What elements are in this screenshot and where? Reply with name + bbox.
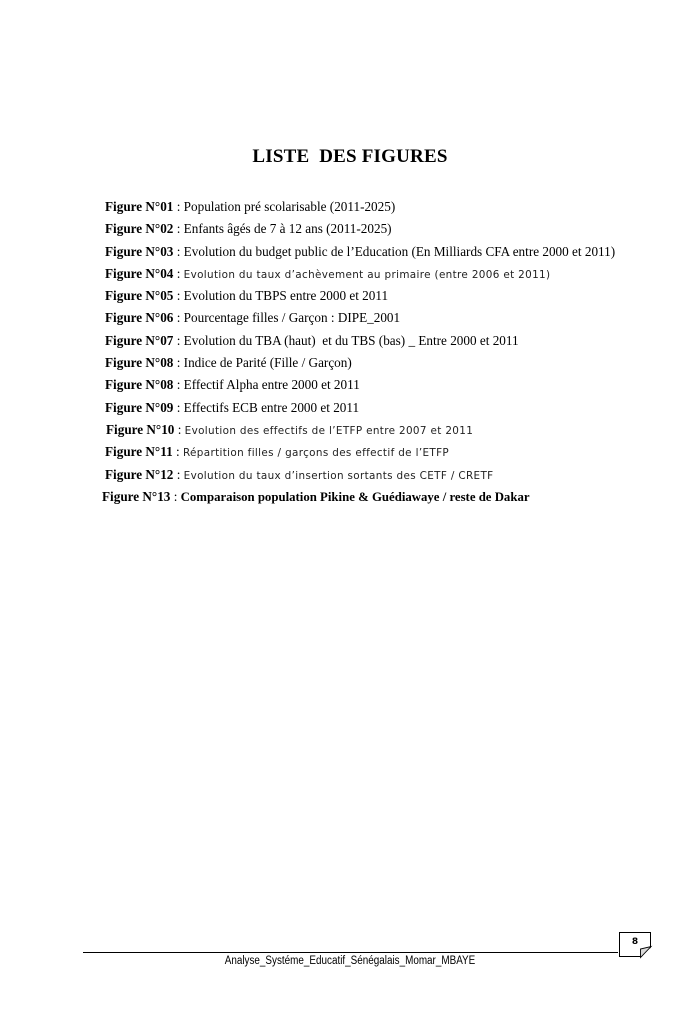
figure-text: Pourcentage filles / Garçon : DIPE_2001 <box>183 310 401 326</box>
figure-text: Evolution du taux d’achèvement au primaire (entre 2006 et 2011) <box>183 268 551 281</box>
figure-text: Population pré scolarisable (2011-2025) <box>183 199 396 214</box>
figure-text: Répartition filles / garçons des effectif de l’ETFP <box>182 447 450 460</box>
figure-separator: : <box>173 288 184 304</box>
figure-separator: : <box>173 466 184 482</box>
figure-separator: : <box>172 444 183 460</box>
figure-label: Figure N°04 <box>105 265 174 281</box>
page-title: LISTE DES FIGURES <box>252 146 448 167</box>
figure-label: Figure N°01 <box>105 199 174 214</box>
list-item <box>105 241 615 263</box>
list-item <box>105 374 615 396</box>
figure-text: Evolution des effectifs de l’ETFP entre 2007 et 2011 <box>184 424 474 437</box>
figure-text: Evolution du TBPS entre 2000 et 2011 <box>183 288 389 304</box>
figure-text: Indice de Parité (Fille / Garçon) <box>183 355 352 371</box>
figure-separator: : <box>173 377 184 393</box>
figure-label: Figure N°06 <box>105 310 174 326</box>
list-item <box>106 419 615 441</box>
list-item <box>105 307 615 329</box>
figure-list <box>102 196 616 508</box>
figure-text: Comparaison population Pikine & Guédiawaye / reste de Dakar <box>180 489 530 504</box>
figure-separator: : <box>170 488 181 504</box>
figure-text: Effectif Alpha entre 2000 et 2011 <box>183 377 360 393</box>
figure-label: Figure N°02 <box>105 221 174 237</box>
figure-separator: : <box>173 332 184 348</box>
list-item <box>105 441 615 463</box>
figure-separator: : <box>173 399 184 415</box>
figure-separator: : <box>173 221 184 237</box>
list-item <box>105 397 615 419</box>
figure-separator: : <box>173 310 184 326</box>
page-number: 8 <box>631 937 639 947</box>
figure-text: Evolution du budget public de l’Education (En Milliards CFA entre 2000 et 2011) <box>183 243 616 259</box>
list-item <box>105 263 615 285</box>
figure-separator: : <box>174 421 185 437</box>
figure-label: Figure N°05 <box>105 288 174 304</box>
list-item <box>105 464 615 486</box>
list-item <box>102 486 615 508</box>
figure-separator: : <box>173 355 184 371</box>
figure-text: Enfants âgés de 7 à 12 ans (2011-2025) <box>183 221 392 237</box>
figure-separator: : <box>173 199 184 214</box>
figure-label: Figure N°03 <box>105 243 174 259</box>
page-fold-corner <box>640 946 652 958</box>
figure-label: Figure N°07 <box>105 332 174 348</box>
list-item <box>105 196 615 218</box>
list-item <box>105 352 615 374</box>
figure-label: Figure N°12 <box>105 466 174 482</box>
figure-label: Figure N°08 <box>105 377 174 393</box>
figure-label: Figure N°08 <box>105 355 174 371</box>
figure-label: Figure N°13 <box>102 488 171 504</box>
figure-text: Effectifs ECB entre 2000 et 2011 <box>183 399 360 415</box>
figure-separator: : <box>173 265 184 281</box>
figure-label: Figure N°10 <box>106 421 175 437</box>
footer-text: Analyse_Systéme_Educatif_Sénégalais_Momar_MBAYE <box>224 955 476 967</box>
figure-text: Evolution du TBA (haut) et du TBS (bas) _ Entre 2000 et 2011 <box>183 332 519 348</box>
list-item <box>105 285 615 307</box>
figure-label: Figure N°11 <box>105 444 173 460</box>
figure-text: Evolution du taux d’insertion sortants des CETF / CRETF <box>183 469 494 482</box>
list-item <box>105 330 615 352</box>
figure-label: Figure N°09 <box>105 399 174 415</box>
figure-separator: : <box>173 243 184 259</box>
list-item <box>105 218 615 240</box>
footer-divider <box>83 952 618 953</box>
